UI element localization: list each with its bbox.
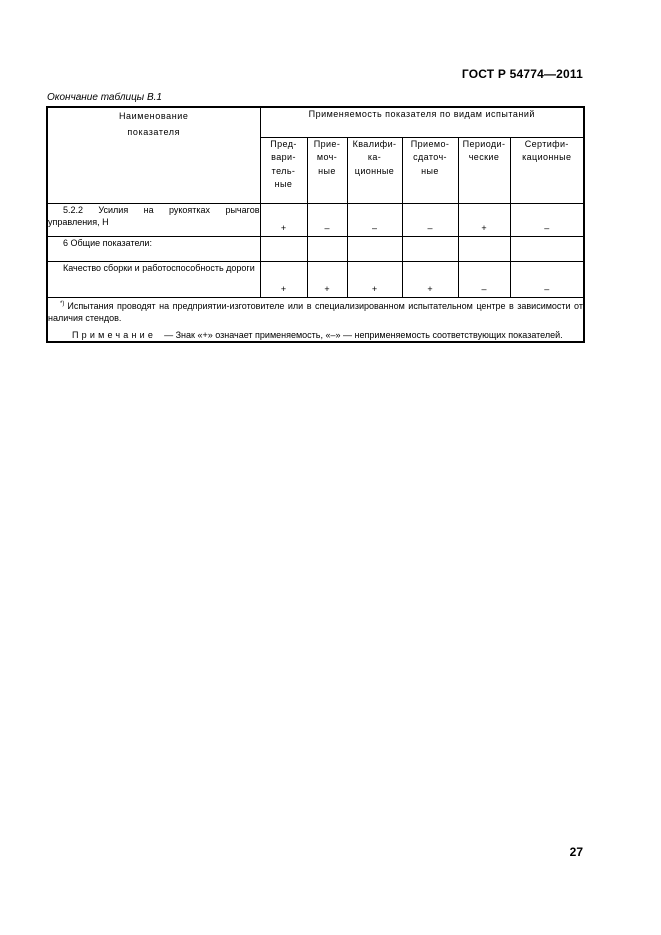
table-caption: Окончание таблицы В.1 (47, 92, 162, 103)
specification-table (46, 106, 585, 343)
row-mark: – (510, 203, 584, 236)
document-code: ГОСТ Р 54774—2011 (461, 67, 583, 81)
row-mark: – (347, 203, 402, 236)
row-mark (510, 236, 584, 261)
row-mark (458, 236, 510, 261)
header-periodic: Периоди- ческие (458, 137, 510, 203)
note-label: Примечание (72, 329, 157, 340)
row-mark: + (307, 261, 347, 297)
row-mark: + (260, 261, 307, 297)
header-applicability-group: Применяемость показателя по видам испытаний (260, 107, 584, 137)
footnote-text: Испытания проводят на предприятии-изготовителе или в специализированном испытательном центре в зависимости от наличия стендов. (48, 300, 583, 323)
header-qualification: Квалифи- ка- ционные (347, 137, 402, 203)
row-mark: – (402, 203, 458, 236)
table-footnotes (47, 297, 584, 342)
row-mark: – (510, 261, 584, 297)
header-preliminary: Пред- вари- тель- ные (260, 137, 307, 203)
row-mark: + (260, 203, 307, 236)
row-mark: + (402, 261, 458, 297)
row-mark: – (458, 261, 510, 297)
row-mark (307, 236, 347, 261)
header-indicator-name-line1: Наименование (118, 111, 189, 121)
table-row (47, 236, 584, 261)
row-name: Качество сборки и работоспособность дороги (47, 261, 260, 297)
note-text: — Знак «+» означает применяемость, «–» — неприменяемость соответствующих показателей. (164, 329, 563, 340)
page-number: 27 (569, 845, 583, 859)
table-row (47, 203, 584, 236)
header-delivery-acceptance: Приемо- сдаточ- ные (402, 137, 458, 203)
row-mark (347, 236, 402, 261)
header-acceptance: Прие- моч- ные (307, 137, 347, 203)
row-mark (402, 236, 458, 261)
header-indicator-name (47, 107, 260, 203)
row-mark: + (458, 203, 510, 236)
row-name: 6 Общие показатели: (47, 236, 260, 261)
table-footer-row (47, 297, 584, 342)
table-row (47, 261, 584, 297)
table-note (48, 329, 583, 342)
footnote-mark: *) (60, 300, 65, 307)
row-mark (260, 236, 307, 261)
row-mark: + (347, 261, 402, 297)
header-certification: Сертифи- кационные (510, 137, 584, 203)
row-mark: – (307, 203, 347, 236)
row-name: 5.2.2 Усилия на рукоятках рычагов управления, Н (47, 203, 260, 236)
header-indicator-name-line2: показателя (127, 127, 181, 137)
footnote (48, 298, 583, 325)
